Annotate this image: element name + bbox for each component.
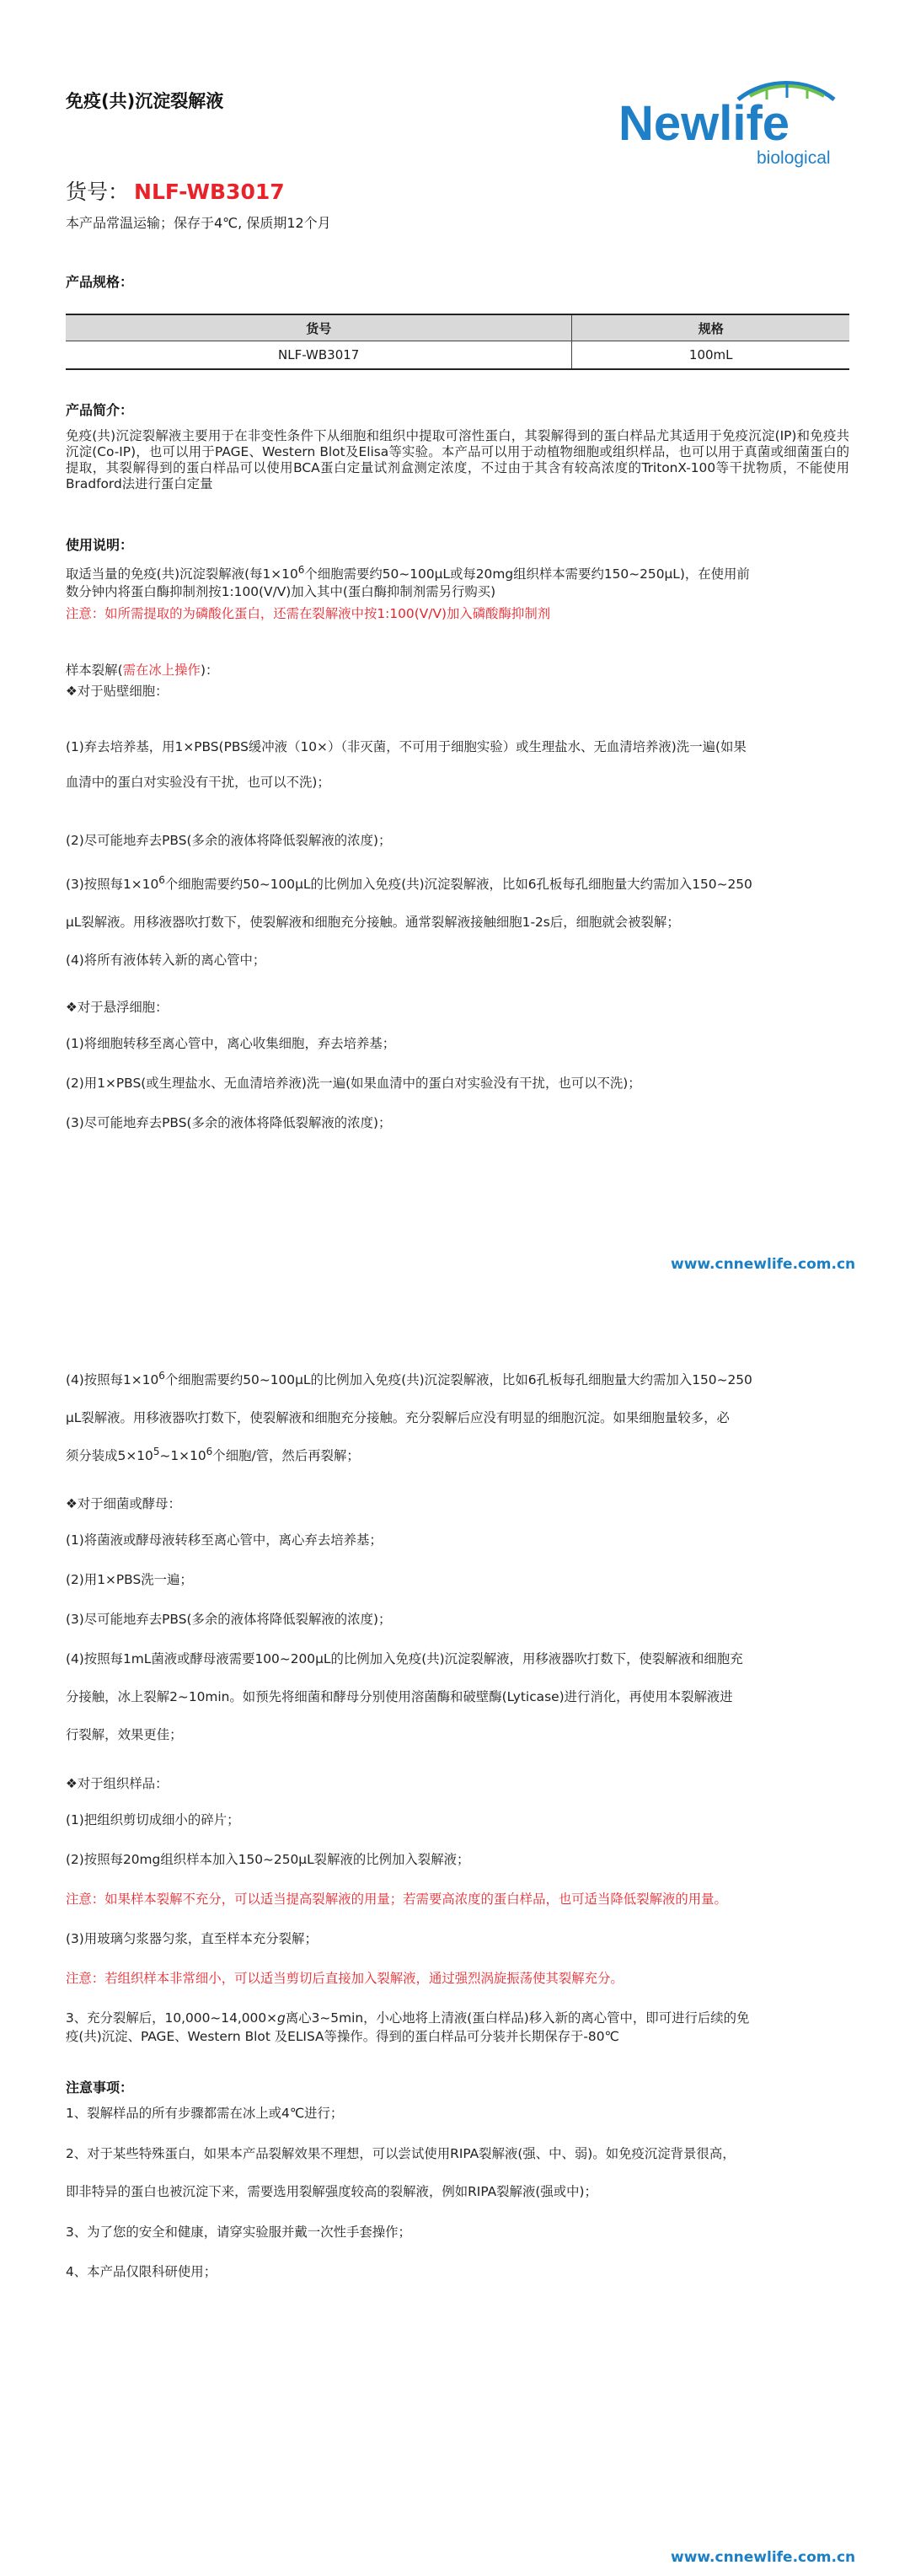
spec-heading: 产品规格： (66, 274, 134, 290)
microbe-title: ❖对于细菌或酵母： (66, 1496, 181, 1511)
logo-wordmark: Newlife (618, 96, 790, 151)
note-1: 1、裂解样品的所有步骤都需在冰上或4℃进行； (66, 2106, 344, 2121)
spec-cell-sku: NLF-WB3017 (66, 341, 572, 370)
footer-url-2: www.cnnewlife.com.cn (671, 2549, 856, 2566)
sku-label: 货号： (66, 180, 130, 204)
usage-heading: 使用说明： (66, 537, 134, 553)
logo-subtitle: biological (757, 148, 831, 168)
product-title: 免疫(共)沉淀裂解液 (66, 91, 224, 111)
table-row (66, 341, 849, 370)
suspension-step-4c: 须分装成$5\times 10^5\sim 1\times 10^6$个细胞/管，然后再裂解； (66, 1445, 360, 1463)
adherent-step-4: (4)将所有液体转入新的离心管中； (66, 953, 266, 968)
tissue-note-2: 注意：若组织样本非常细小，可以适当剪切后直接加入裂解液，通过强烈涡旋振荡使其裂解充分。 (66, 1971, 624, 1986)
usage-line-1: 取适当量的免疫(共)沉淀裂解液(每$1\times 10^6$个细胞需要约50~100μL或每20mg组织样本需要约150~250μL)，在使用前 (66, 563, 750, 582)
suspension-step-1: (1)将细胞转移至离心管中，离心收集细胞，弃去培养基； (66, 1036, 396, 1051)
microbe-step-1: (1)将菌液或酵母液转移至离心管中，离心弃去培养基； (66, 1532, 383, 1548)
lysis-heading: 样本裂解(需在冰上操作)： (66, 663, 219, 678)
newlife-logo (613, 74, 849, 174)
adherent-title: ❖对于贴壁细胞： (66, 684, 169, 699)
tissue-step-2: (2)按照每20mg组织样本加入150~250μL裂解液的比例加入裂解液； (66, 1852, 470, 1867)
adherent-step-2: (2)尽可能地弃去PBS(多余的液体将降低裂解液的浓度)； (66, 833, 392, 848)
tissue-step-1: (1)把组织剪切成细小的碎片； (66, 1812, 240, 1827)
sku-line (66, 175, 285, 206)
usage-note: 注意：如所需提取的为磷酸化蛋白，还需在裂解液中按1:100(V/V)加入磷酸酶抑制剂 (66, 606, 551, 621)
adherent-step-1b: 血清中的蛋白对实验没有干扰，也可以不洗)； (66, 775, 330, 790)
adherent-step-3a: (3)按照每$1\times 10^6$个细胞需要约50~100μL的比例加入免疫(共)沉淀裂解液，比如6孔板每孔细胞量大约需加入150~250 (66, 873, 752, 892)
step-3-line-2: 疫(共)沉淀、PAGE、Western Blot 及ELISA等操作。得到的蛋白样品可分装并长期保存于-80℃ (66, 2029, 619, 2044)
suspension-step-2: (2)用1×PBS(或生理盐水、无血清培养液)洗一遍(如果血清中的蛋白对实验没有干扰，也可以不洗)； (66, 1076, 641, 1091)
suspension-step-4b: μL裂解液。用移液器吹打数下，使裂解液和细胞充分接触。充分裂解后应没有明显的细胞沉淀。如果细胞量较多，必 (66, 1410, 730, 1425)
usage-line-2: 数分钟内将蛋白酶抑制剂按1:100(V/V)加入其中(蛋白酶抑制剂需另行购买) (66, 584, 496, 599)
spec-table (66, 314, 849, 370)
microbe-step-3: (3)尽可能地弃去PBS(多余的液体将降低裂解液的浓度)； (66, 1612, 392, 1627)
suspension-step-3: (3)尽可能地弃去PBS(多余的液体将降低裂解液的浓度)； (66, 1115, 392, 1130)
footer-url: www.cnnewlife.com.cn (671, 1256, 856, 1273)
suspension-title: ❖对于悬浮细胞： (66, 1000, 169, 1015)
sku-code: NLF-WB3017 (134, 180, 285, 204)
microbe-step-4c: 行裂解，效果更佳； (66, 1727, 183, 1742)
note-3: 3、为了您的安全和健康，请穿实验服并戴一次性手套操作； (66, 2224, 411, 2240)
storage-info: 本产品常温运输；保存于4℃, 保质期12个月 (66, 215, 331, 231)
step-3-line-1: 3、充分裂解后，10,000~14,000×g离心3~5min，小心地将上清液(蛋白样品)移入新的离心管中，即可进行后续的免 (66, 2010, 750, 2026)
note-4: 4、本产品仅限科研使用； (66, 2264, 217, 2279)
tissue-note-1: 注意：如果样本裂解不充分，可以适当提高裂解液的用量；若需要高浓度的蛋白样品，也可适当降低裂解液的用量。 (66, 1892, 727, 1907)
adherent-step-1a: (1)弃去培养基，用1×PBS(PBS缓冲液（10×）（非灭菌，不可用于细胞实验）或生理盐水、无血清培养液)洗一遍(如果 (66, 739, 747, 754)
tissue-title: ❖对于组织样品： (66, 1776, 169, 1791)
spec-col-size: 规格 (572, 314, 849, 341)
notes-heading: 注意事项： (66, 2080, 134, 2096)
suspension-step-4a: (4)按照每$1\times 10^6$个细胞需要约50~100μL的比例加入免疫(共)沉淀裂解液，比如6孔板每孔细胞量大约需加入150~250 (66, 1369, 752, 1387)
note-2a: 2、对于某些特殊蛋白，如果本产品裂解效果不理想，可以尝试使用RIPA裂解液(强、中、弱)。如免疫沉淀背景很高， (66, 2146, 736, 2161)
microbe-step-4b: 分接触，冰上裂解2~10min。如预先将细菌和酵母分别使用溶菌酶和破壁酶(Lyticase)进行消化，再使用本裂解液进 (66, 1689, 733, 1704)
spec-col-sku: 货号 (66, 314, 572, 341)
adherent-step-3b: μL裂解液。用移液器吹打数下，使裂解液和细胞充分接触。通常裂解液接触细胞1-2s后，细胞就会被裂解； (66, 915, 680, 930)
spec-table-header (66, 314, 849, 341)
microbe-step-4a: (4)按照每1mL菌液或酵母液需要100~200μL的比例加入免疫(共)沉淀裂解液，用移液器吹打数下，使裂解液和细胞充 (66, 1651, 743, 1666)
microbe-step-2: (2)用1×PBS洗一遍； (66, 1572, 193, 1587)
spec-cell-size: 100mL (572, 341, 849, 370)
page-2 (0, 1288, 910, 2576)
note-2b: 即非特异的蛋白也被沉淀下来，需要选用裂解强度较高的裂解液，例如RIPA裂解液(强或中)； (66, 2184, 597, 2199)
intro-heading: 产品简介： (66, 402, 134, 418)
intro-text: 免疫(共)沉淀裂解液主要用于在非变性条件下从细胞和组织中提取可溶性蛋白，其裂解得到的蛋白样品尤其适用于免疫沉淀(IP)和免疫共沉淀(Co-IP)，也可以用于PAGE、Western Blot及Elisa等实验。本产品可以用于动植物细胞或组织样品，也可以用于真菌或细菌蛋白的提取，其裂解得到的蛋白样品可以使用BCA蛋白定量试剂盒测定浓度，不过由于其含有较高浓度的TritonX-100等干扰物质，不能使用Bradford法进行蛋白定量 (66, 428, 849, 491)
tissue-step-3: (3)用玻璃匀浆器匀浆，直至样本充分裂解； (66, 1931, 318, 1946)
